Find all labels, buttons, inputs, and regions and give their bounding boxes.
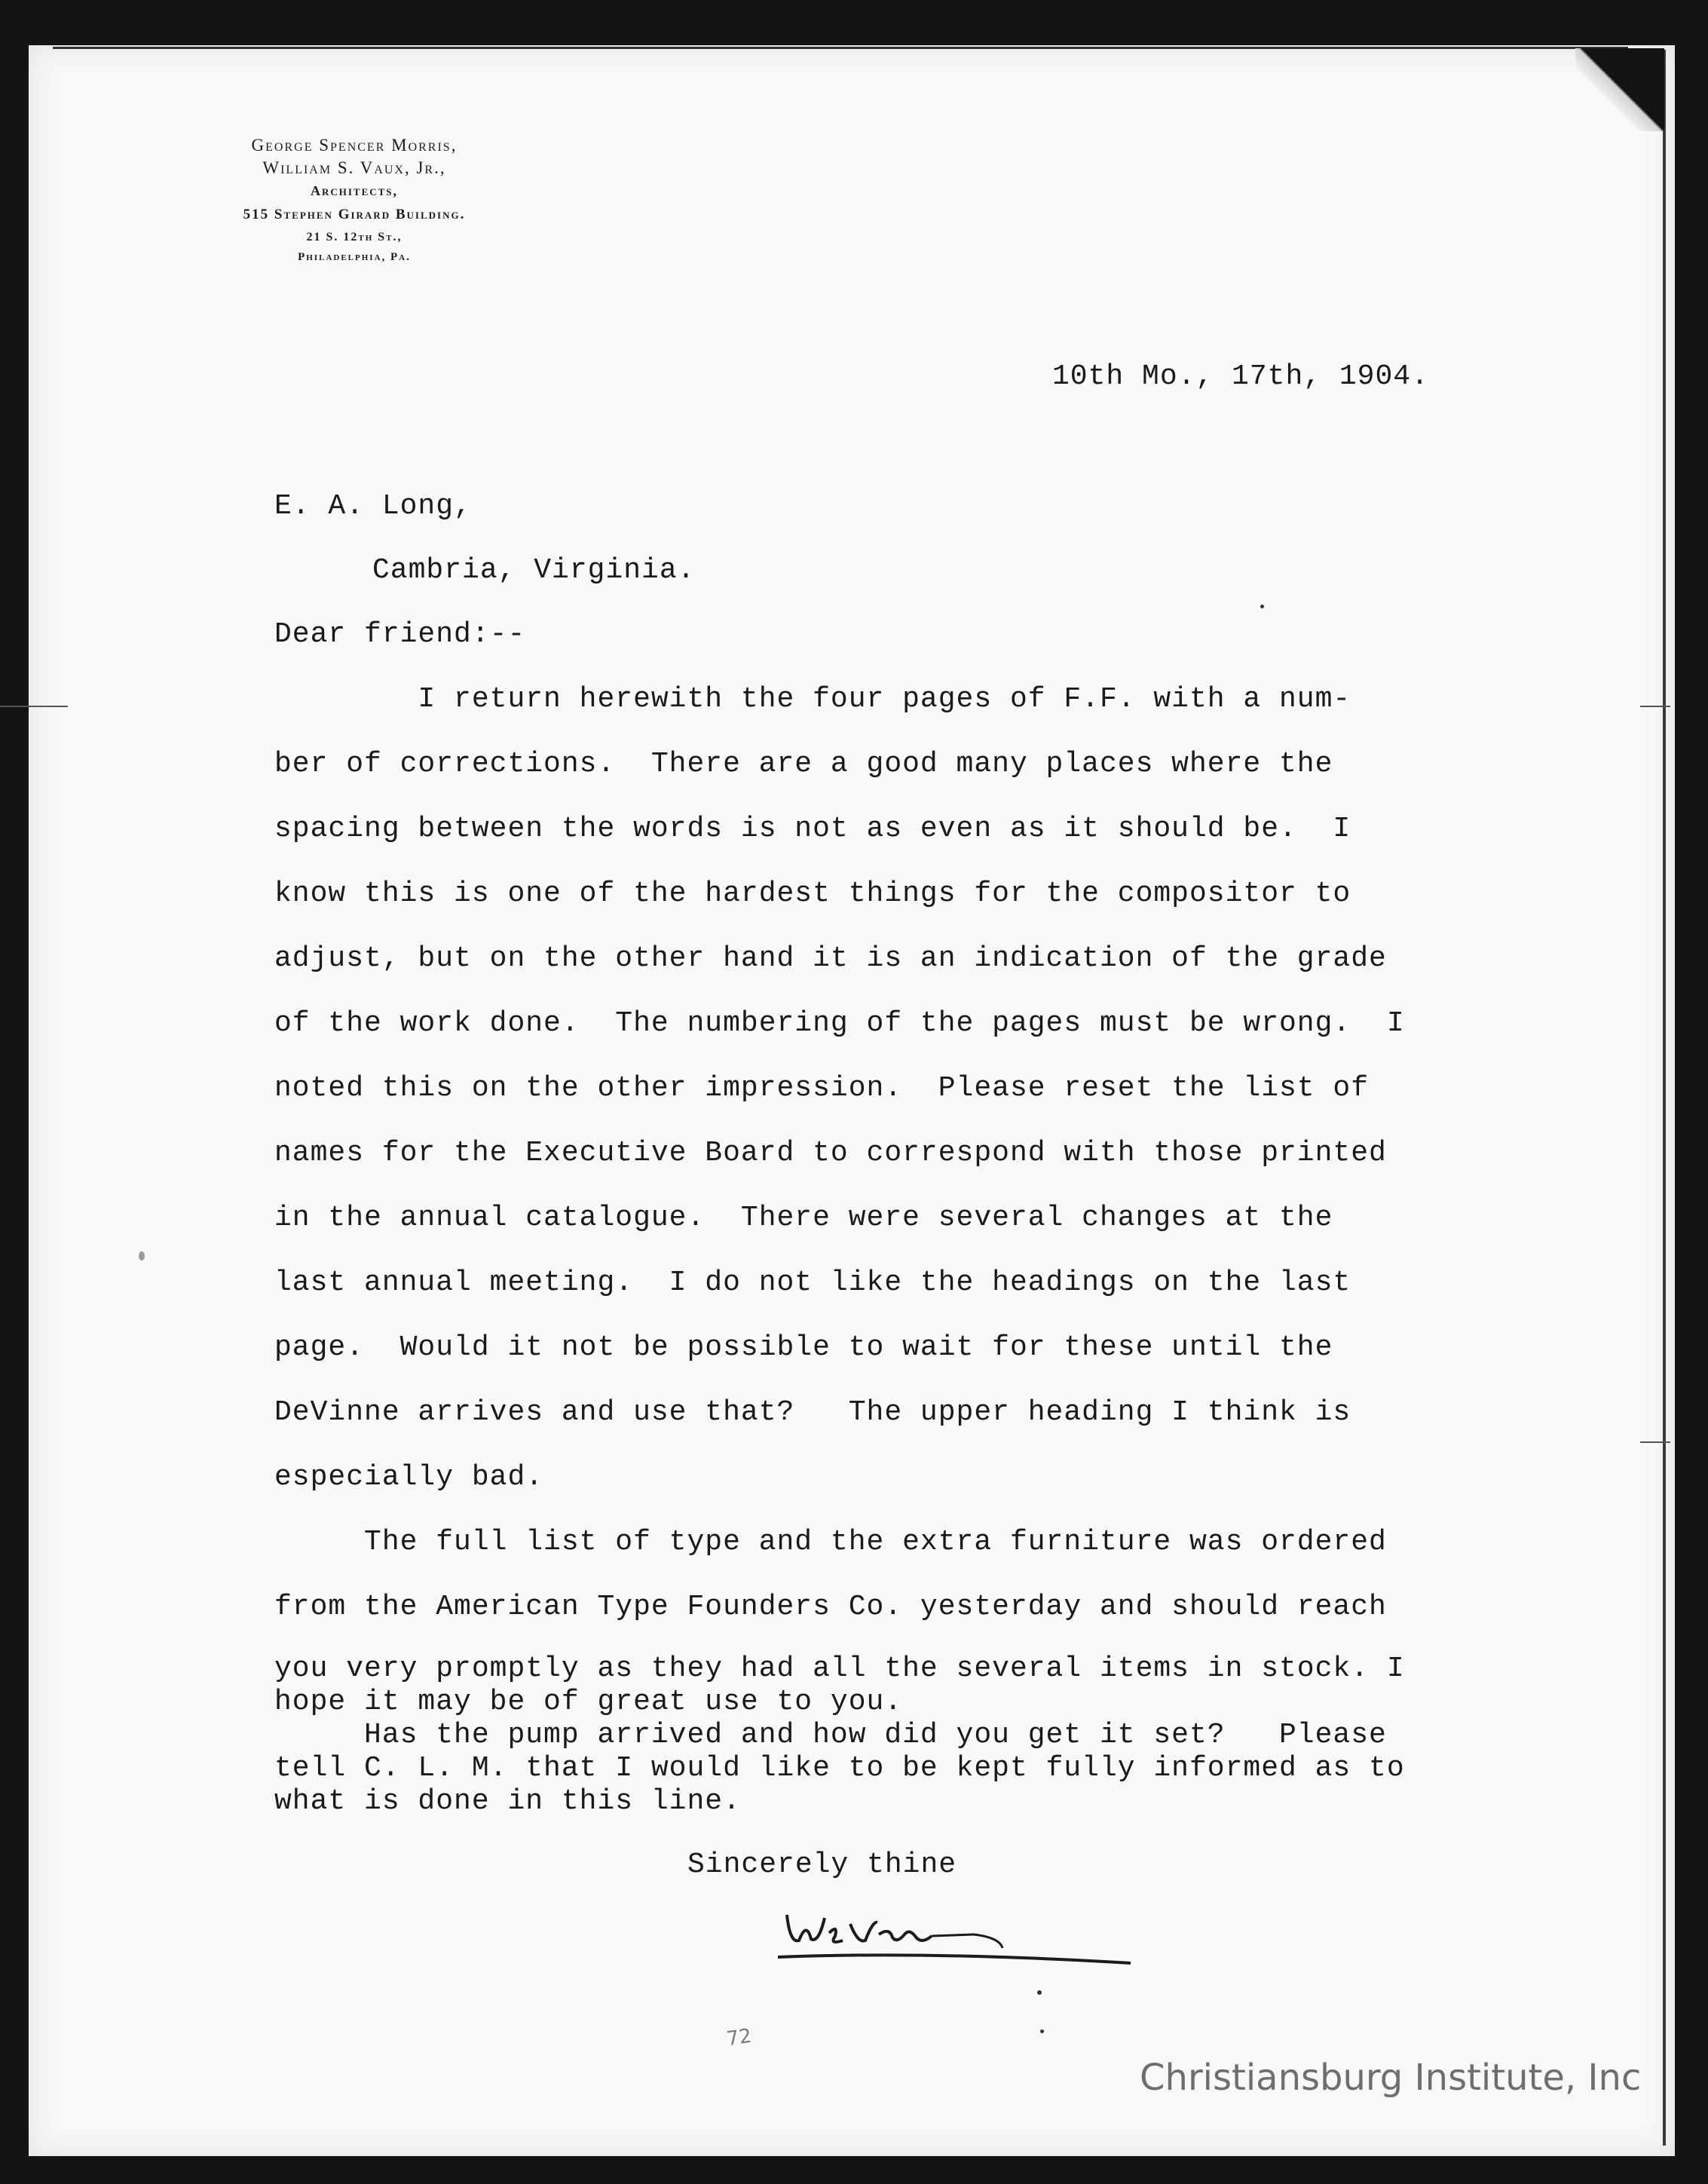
body-line: names for the Executive Board to correspond with those printed: [274, 1137, 1387, 1169]
body-line: spacing between the words is not as even as it should be. I: [274, 813, 1351, 845]
letterhead: [151, 134, 558, 267]
body-line: last annual meeting. I do not like the headings on the last: [274, 1267, 1351, 1299]
handwritten-signature: [776, 1891, 1138, 1974]
body-line: DeVinne arrives and use that? The upper heading I think is: [274, 1396, 1351, 1429]
letter-body: [274, 683, 1541, 1656]
body-line: Has the pump arrived and how did you get it set? Please: [274, 1719, 1387, 1751]
body-line: noted this on the other impression. Please reset the list of: [274, 1072, 1370, 1104]
ink-speck: [1260, 605, 1264, 608]
archive-watermark: Christiansburg Institute, Inc: [1140, 2057, 1642, 2099]
paper-top-edge: [53, 47, 1628, 49]
ink-speck: [1037, 1990, 1042, 1995]
body-line: I return herewith the four pages of F.F. with a num-: [274, 683, 1351, 715]
letterhead-profession: Architects,: [310, 183, 399, 198]
letterhead-name-2: William S. Vaux, Jr.,: [262, 158, 446, 177]
letterhead-name-1: George Spencer Morris,: [251, 136, 458, 155]
body-line: in the annual catalogue. There were several changes at the: [274, 1202, 1333, 1234]
edge-tick-right: [1640, 1441, 1670, 1443]
closing: Sincerely thine: [687, 1849, 957, 1881]
body-line: especially bad.: [274, 1461, 544, 1493]
letterhead-street: 21 S. 12th St.,: [306, 231, 403, 244]
body-line: page. Would it not be possible to wait for these until the: [274, 1331, 1333, 1364]
paper-right-edge: [1663, 50, 1666, 2146]
ink-speck: [139, 1251, 145, 1260]
body-line: what is done in this line.: [274, 1785, 741, 1818]
salutation: Dear friend:--: [274, 618, 526, 651]
edge-tick-right: [1640, 706, 1670, 707]
body-line: The full list of type and the extra furniture was ordered: [274, 1526, 1387, 1558]
edge-tick-left: [0, 706, 68, 707]
body-line: ber of corrections. There are a good many places where the: [274, 748, 1333, 780]
body-line: adjust, but on the other hand it is an indication of the grade: [274, 942, 1387, 975]
folded-corner: [1575, 48, 1664, 131]
body-line: of the work done. The numbering of the pages must be wrong. I: [274, 1007, 1405, 1040]
letter-body-continued: [274, 1653, 1405, 1818]
letterhead-building: 515 Stephen Girard Building.: [243, 207, 466, 222]
pencil-page-number: 72: [725, 2024, 754, 2051]
body-line: you very promptly as they had all the several items in stock. I: [274, 1653, 1405, 1685]
ink-speck: [1040, 2029, 1044, 2033]
body-line: know this is one of the hardest things for the compositor to: [274, 878, 1351, 910]
recipient-name: E. A. Long,: [274, 490, 472, 522]
body-line: hope it may be of great use to you.: [274, 1686, 903, 1718]
body-line: tell C. L. M. that I would like to be kept fully informed as to: [274, 1752, 1405, 1784]
body-line: from the American Type Founders Co. yesterday and should reach: [274, 1591, 1387, 1623]
letter-date: 10th Mo., 17th, 1904.: [1052, 360, 1429, 393]
letterhead-city: Philadelphia, Pa.: [298, 251, 411, 263]
recipient-location: Cambria, Virginia.: [372, 554, 696, 587]
